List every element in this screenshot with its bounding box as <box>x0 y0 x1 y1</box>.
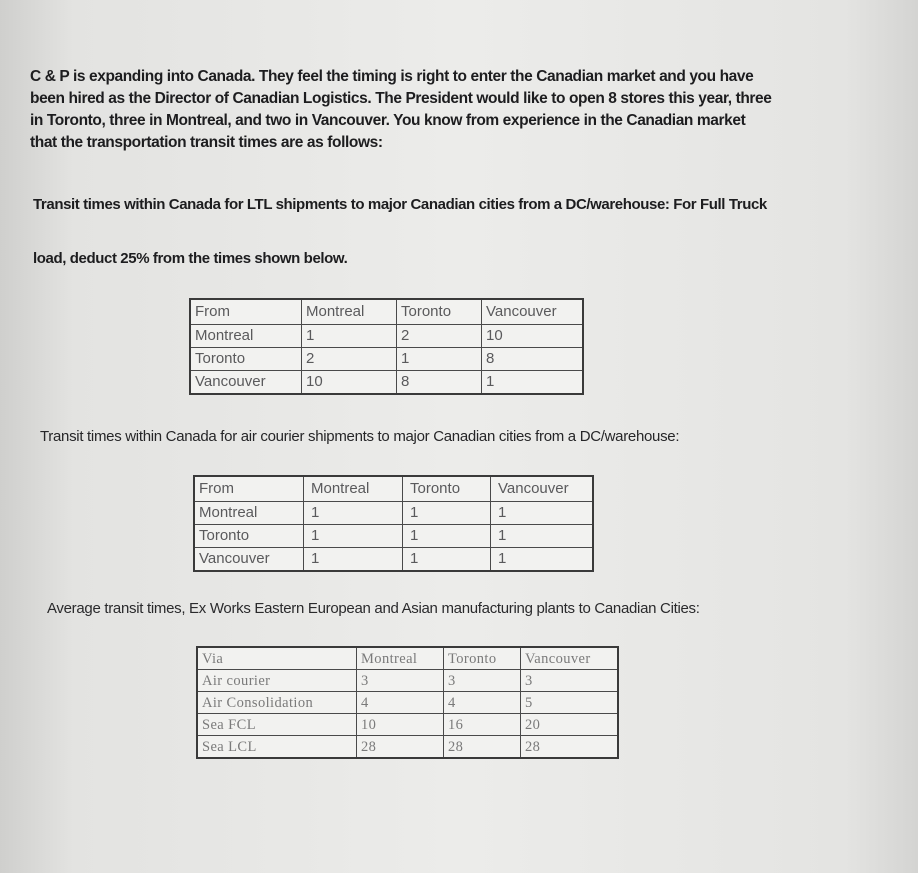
header-cell: From <box>194 476 304 502</box>
header-cell: Toronto <box>444 647 521 670</box>
table-cell: 28 <box>521 736 619 759</box>
table-cell: 3 <box>357 670 444 692</box>
row-label-cell: Montreal <box>194 502 304 525</box>
table-row <box>190 371 583 395</box>
table-row <box>194 502 593 525</box>
table-header-row <box>190 299 583 325</box>
table-row <box>194 525 593 548</box>
table-cell: 1 <box>302 325 397 348</box>
intro-line: been hired as the Director of Canadian Logistics. The President would like to open 8 stores this year, three <box>30 90 772 107</box>
table-cell: 1 <box>482 371 584 395</box>
table-cell: 1 <box>304 525 403 548</box>
table-cell: 10 <box>482 325 584 348</box>
row-label-cell: Vancouver <box>190 371 302 395</box>
row-label-cell: Sea LCL <box>197 736 357 759</box>
intro-line: in Toronto, three in Montreal, and two in Vancouver. You know from experience in the Canadian market <box>30 112 746 129</box>
table-cell: 1 <box>304 548 403 572</box>
header-cell: Vancouver <box>482 299 584 325</box>
table-cell: 2 <box>302 348 397 371</box>
table-row <box>197 714 618 736</box>
table-row <box>194 548 593 572</box>
table-row <box>197 692 618 714</box>
table-row <box>190 348 583 371</box>
air-courier-transit-table <box>193 475 594 572</box>
table-cell: 1 <box>397 348 482 371</box>
table-cell: 8 <box>397 371 482 395</box>
table-cell: 10 <box>357 714 444 736</box>
table-cell: 3 <box>521 670 619 692</box>
header-cell: Vancouver <box>521 647 619 670</box>
table-cell: 28 <box>444 736 521 759</box>
header-cell: From <box>190 299 302 325</box>
row-label-cell: Sea FCL <box>197 714 357 736</box>
table-cell: 5 <box>521 692 619 714</box>
table-header-row <box>194 476 593 502</box>
row-label-cell: Toronto <box>190 348 302 371</box>
table-cell: 4 <box>444 692 521 714</box>
ltl-transit-table <box>189 298 584 395</box>
header-cell: Vancouver <box>491 476 594 502</box>
table-row <box>190 325 583 348</box>
table-cell: 10 <box>302 371 397 395</box>
table-row <box>197 736 618 759</box>
table-cell: 1 <box>403 548 491 572</box>
table-cell: 2 <box>397 325 482 348</box>
header-cell: Montreal <box>302 299 397 325</box>
table-cell: 1 <box>403 502 491 525</box>
intro-paragraph <box>30 66 870 154</box>
header-cell: Via <box>197 647 357 670</box>
table-cell: 1 <box>491 525 594 548</box>
table-cell: 16 <box>444 714 521 736</box>
table-cell: 1 <box>304 502 403 525</box>
row-label-cell: Air courier <box>197 670 357 692</box>
table-cell: 28 <box>357 736 444 759</box>
air-section-title: Transit times within Canada for air courier shipments to major Canadian cities from a DC/warehouse: <box>40 428 680 445</box>
ltl-section-note: load, deduct 25% from the times shown below. <box>33 250 348 267</box>
header-cell: Toronto <box>397 299 482 325</box>
header-cell: Montreal <box>357 647 444 670</box>
table-row <box>197 670 618 692</box>
exworks-section-title: Average transit times, Ex Works Eastern European and Asian manufacturing plants to Canadian Cities: <box>47 600 700 617</box>
intro-line: C & P is expanding into Canada. They feel the timing is right to enter the Canadian market and you have <box>30 68 754 85</box>
table-cell: 8 <box>482 348 584 371</box>
intro-line: that the transportation transit times are as follows: <box>30 134 383 151</box>
row-label-cell: Air Consolidation <box>197 692 357 714</box>
row-label-cell: Toronto <box>194 525 304 548</box>
table-cell: 1 <box>491 502 594 525</box>
ltl-section-title: Transit times within Canada for LTL shipments to major Canadian cities from a DC/warehouse: For Full Truck <box>33 196 767 213</box>
table-cell: 3 <box>444 670 521 692</box>
header-cell: Montreal <box>304 476 403 502</box>
row-label-cell: Vancouver <box>194 548 304 572</box>
exworks-transit-table <box>196 646 619 759</box>
row-label-cell: Montreal <box>190 325 302 348</box>
header-cell: Toronto <box>403 476 491 502</box>
table-cell: 4 <box>357 692 444 714</box>
table-cell: 20 <box>521 714 619 736</box>
table-header-row <box>197 647 618 670</box>
table-cell: 1 <box>403 525 491 548</box>
table-cell: 1 <box>491 548 594 572</box>
